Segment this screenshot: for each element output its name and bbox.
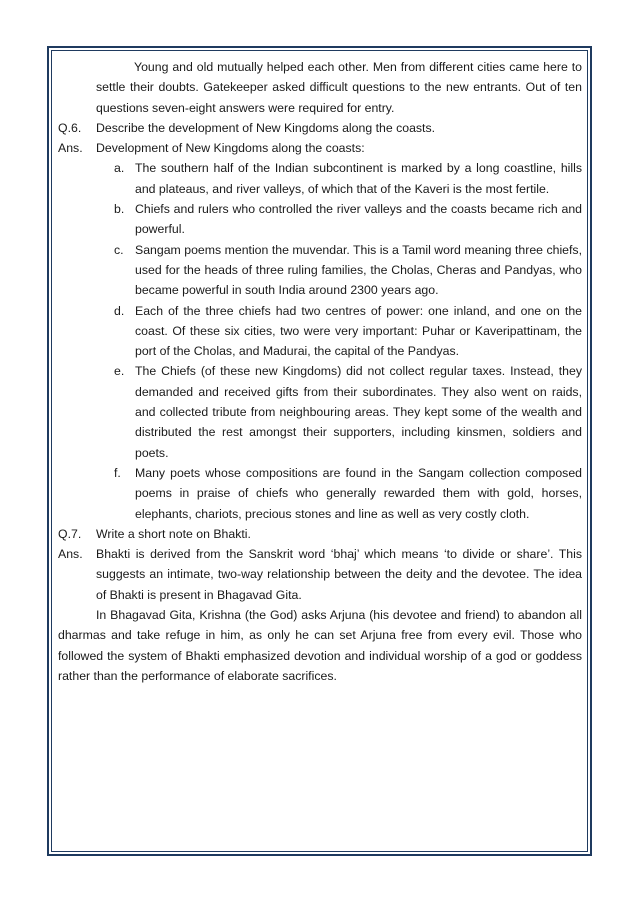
list-item-label: b.	[114, 202, 125, 217]
list-item	[58, 361, 582, 462]
question-6-tag: Q.6.	[58, 120, 82, 135]
list-item	[58, 301, 582, 362]
list-item-label: d.	[114, 303, 125, 318]
question-6-text: Describe the development of New Kingdoms along the coasts.	[96, 120, 436, 135]
answer-6-tag: Ans.	[58, 141, 83, 156]
answer-7	[58, 544, 582, 605]
answer-7-tag: Ans.	[58, 547, 83, 562]
list-item-text: The Chiefs (of these new Kingdoms) did not collect regular taxes. Instead, they demanded and received gifts from their subordinates. They also went on raids, and collected tribute from neighbouring areas. They kept some of the wealth and distributed the rest amongst their supporters, including kinsmen, soldiers and poets.	[135, 364, 582, 460]
list-item-label: f.	[114, 465, 121, 480]
list-item	[58, 463, 582, 524]
list-item	[58, 199, 582, 240]
list-item-text: Many poets whose compositions are found in the Sangam collection composed poems in praise of chiefs who generally rewarded them with gold, horses, elephants, chariots, precious stones and line as well as very costly cloth.	[135, 465, 582, 521]
list-item	[58, 240, 582, 301]
question-7-tag: Q.7.	[58, 526, 82, 541]
answer-6-text: Development of New Kingdoms along the coasts:	[96, 141, 365, 156]
document-body	[58, 57, 582, 686]
answer-6	[58, 138, 582, 158]
list-item-text: Each of the three chiefs had two centres of power: one inland, and one on the coast. Of these six cities, two were very important: Puhar or Kaveripattinam, the port of the Cholas, and Madurai, the capital of the Pandyas.	[135, 303, 582, 359]
continued-paragraph: Young and old mutually helped each other. Men from different cities came here to settle their doubts. Gatekeeper asked difficult questions to the new entrants. Out of ten questions seven-eight answers were required for entry.	[96, 60, 582, 115]
question-7-text: Write a short note on Bhakti.	[96, 526, 251, 541]
list-item-text: Sangam poems mention the muvendar. This is a Tamil word meaning three chiefs, used for the heads of three ruling families, the Cholas, Cheras and Pandyas, who became powerful in south India around 2300 years ago.	[135, 242, 582, 298]
list-item-text: Chiefs and rulers who controlled the river valleys and the coasts became rich and powerful.	[135, 202, 582, 237]
list-item-label: c.	[114, 242, 124, 257]
list-item	[58, 158, 582, 199]
list-item-label: e.	[114, 364, 125, 379]
answer-7-text: Bhakti is derived from the Sanskrit word ‘bhaj’ which means ‘to divide or share’. This suggests an intimate, two-way relationship between the deity and the devotee. The idea of Bhakti is present in Bhagavad Gita.	[96, 547, 582, 602]
question-6	[58, 118, 582, 138]
answer-7-paragraph-2: In Bhagavad Gita, Krishna (the God) asks Arjuna (his devotee and friend) to abandon all dharmas and take refuge in him, as only he can set Arjuna free from every evil. Those who followed the system of Bhakti emphasized devotion and individual worship of a god or goddess rather than the performance of elaborate sacrifices.	[58, 608, 582, 683]
list-item-label: a.	[114, 161, 125, 176]
question-7	[58, 524, 582, 544]
list-item-text: The southern half of the Indian subcontinent is marked by a long coastline, hills and plateaus, and river valleys, of which that of the Kaveri is the most fertile.	[135, 161, 582, 196]
